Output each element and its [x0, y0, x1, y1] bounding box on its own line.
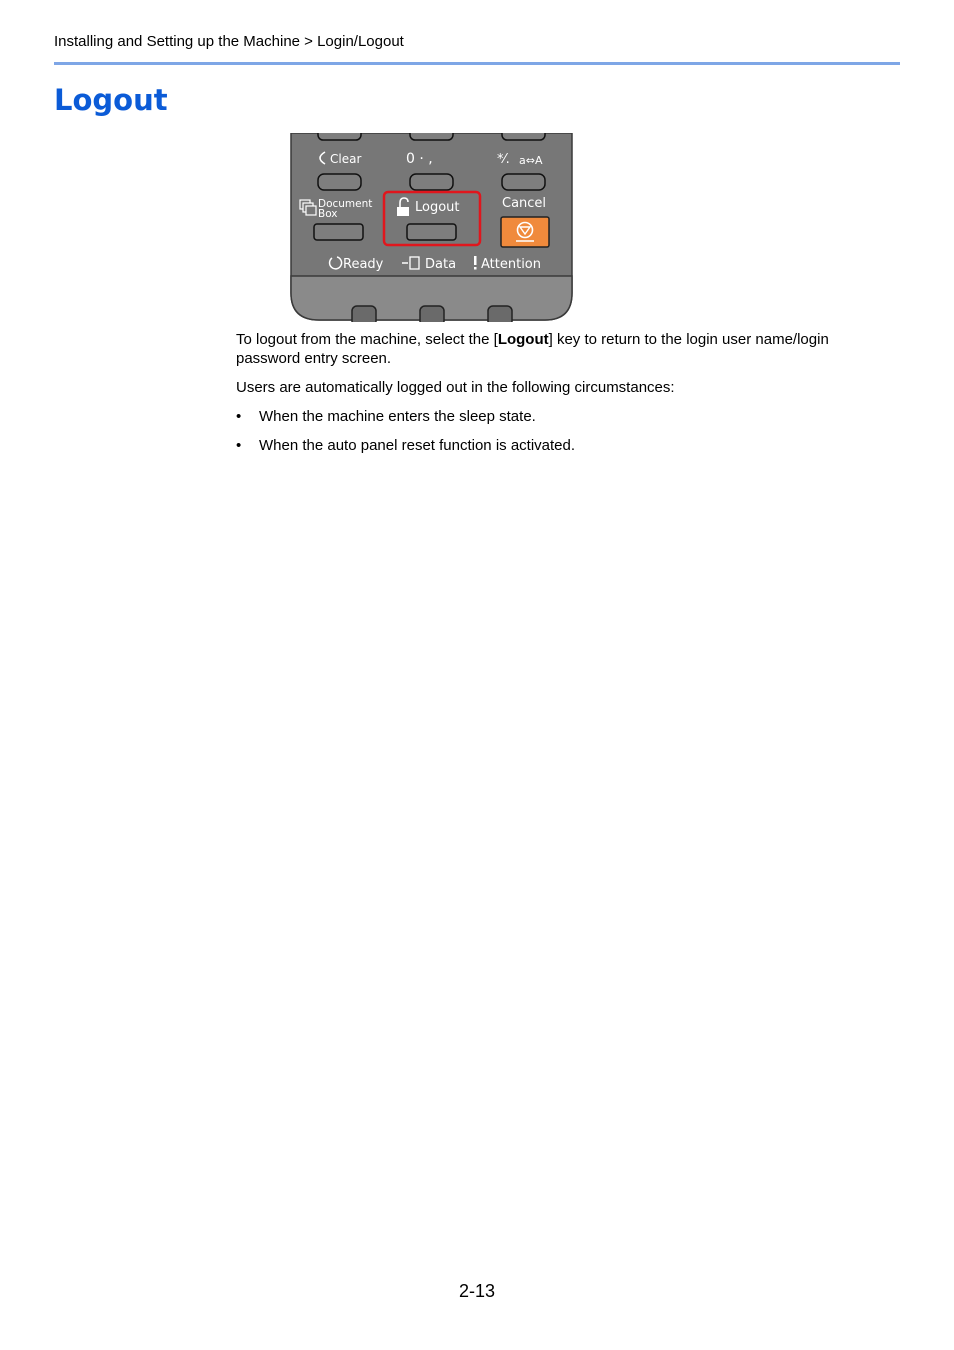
auto-logout-intro: Users are automatically logged out in the following circumstances: — [236, 379, 675, 396]
zero-key-button — [410, 174, 453, 190]
clear-key-label: Clear — [330, 152, 362, 166]
document-box-key-button — [314, 224, 363, 240]
page-number: 2-13 — [458, 1281, 496, 1301]
document-box-label-line2: Box — [318, 208, 338, 220]
ready-indicator-label: Ready — [343, 257, 384, 272]
breadcrumb: Installing and Setting up the Machine > Login/Logout — [54, 33, 404, 50]
data-indicator-label: Data — [425, 257, 457, 272]
list-item-text: When the machine enters the sleep state. — [259, 408, 536, 425]
bottom-tab-left — [352, 306, 376, 322]
operation-panel-figure — [290, 133, 574, 322]
logout-description-part2: ] key to return to the login user name/login password entry screen. — [236, 331, 829, 367]
cancel-key-button — [501, 217, 549, 247]
zero-key-label: 0 · , — [406, 151, 433, 167]
logout-key-reference: Logout — [497, 331, 549, 348]
clear-key-button — [318, 174, 361, 190]
logout-key-button — [407, 224, 456, 240]
case-key-button — [502, 174, 545, 190]
bottom-tab-right — [488, 306, 512, 322]
cancel-key-label: Cancel — [502, 196, 547, 211]
key-top-middle — [410, 133, 453, 140]
logout-description — [236, 330, 886, 368]
logout-description-part1: To logout from the machine, select the [ — [236, 331, 498, 348]
logout-key-label: Logout — [415, 200, 460, 215]
symbols-key-label: *⁄. — [497, 152, 510, 167]
key-top-left — [318, 133, 361, 140]
attention-indicator-label: Attention — [481, 257, 541, 272]
header-divider — [54, 62, 900, 65]
attention-icon — [474, 256, 477, 270]
key-top-right — [502, 133, 545, 140]
bullet-marker: • — [236, 437, 242, 454]
list-item-text: When the auto panel reset function is activated. — [259, 437, 576, 454]
document-box-label-line1: Document — [318, 198, 373, 210]
case-key-label: a⇔A — [519, 154, 543, 167]
page-title: Logout — [54, 83, 168, 117]
bottom-tab-middle — [420, 306, 444, 322]
bullet-marker: • — [236, 408, 242, 425]
